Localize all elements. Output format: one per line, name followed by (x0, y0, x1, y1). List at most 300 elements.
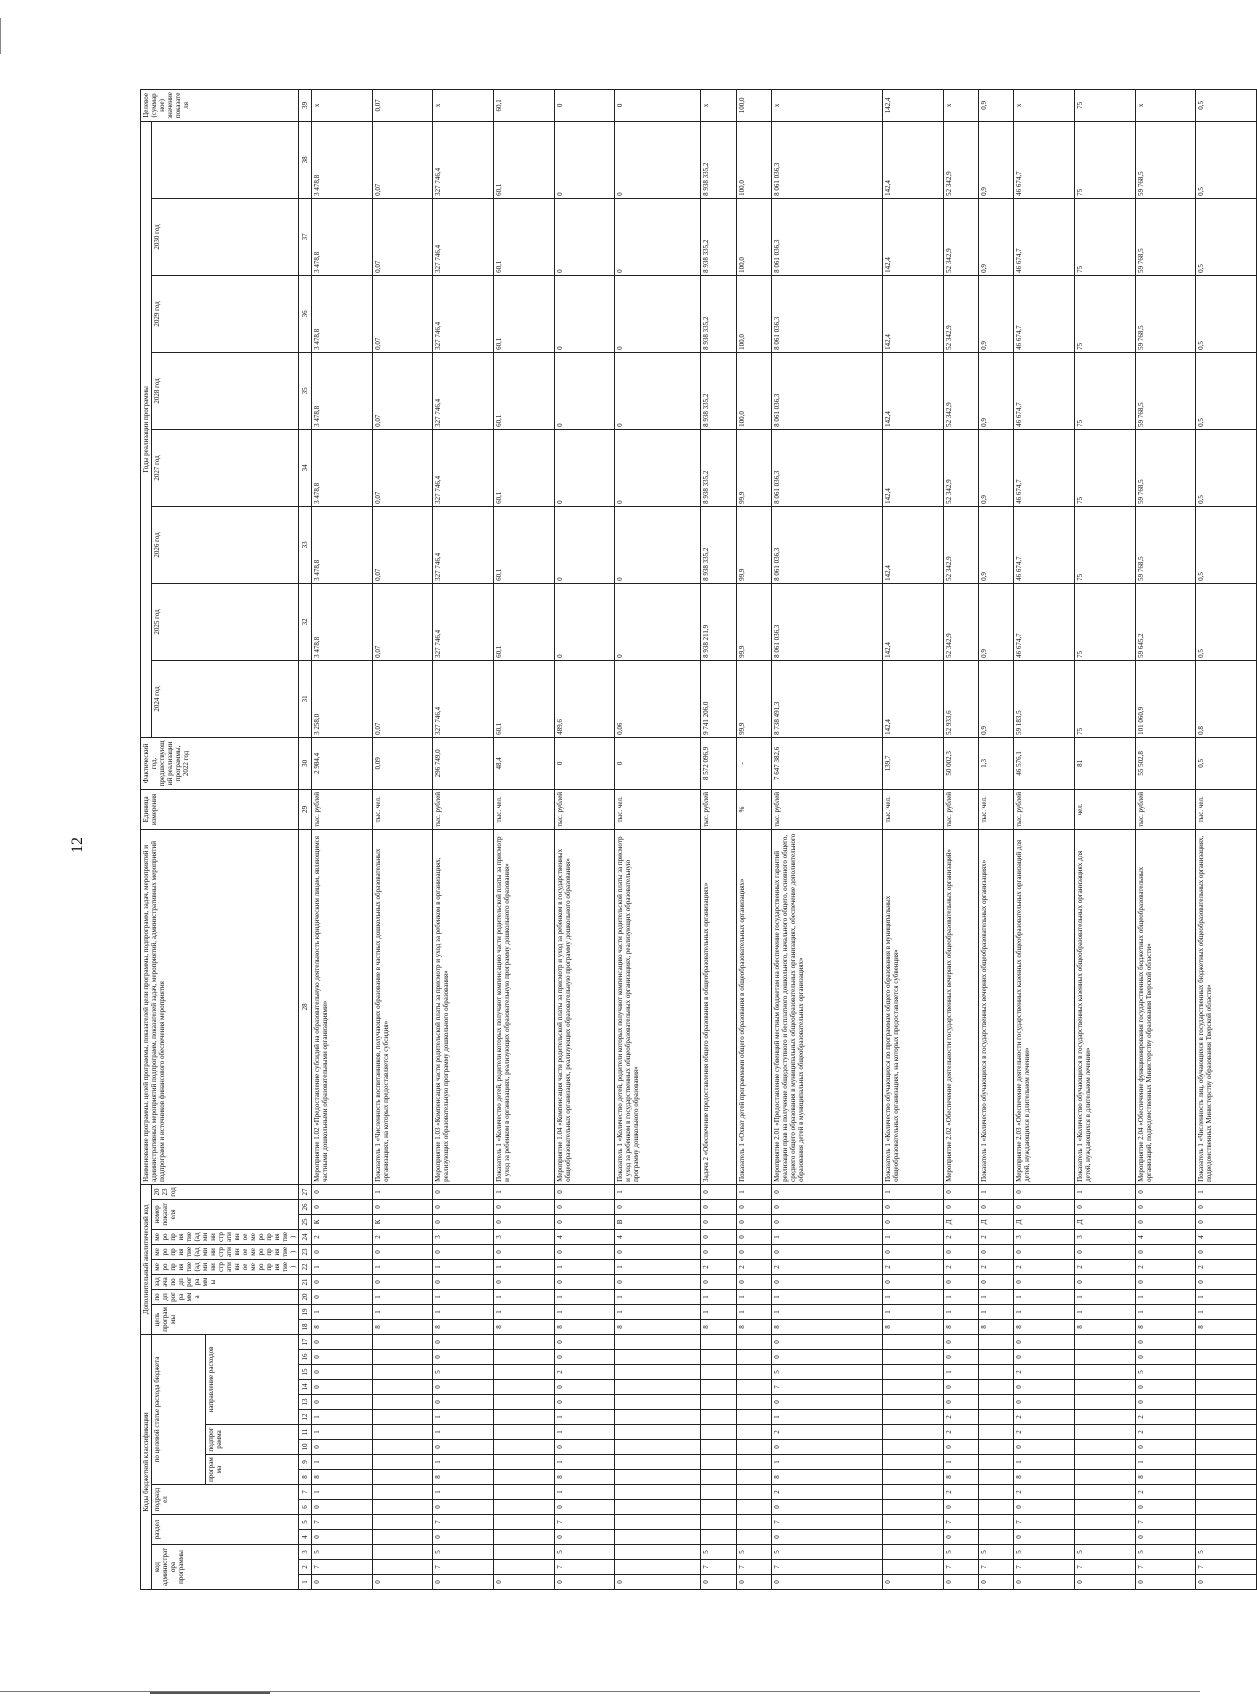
row-value-2026: 0,07 (372, 429, 433, 506)
column-number: 36 (299, 275, 312, 352)
row-target: х (1135, 89, 1196, 121)
row-unit: тыс. рублей (701, 789, 736, 829)
row-target: 0,07 (372, 89, 433, 121)
row-value-2025: 59 768,5 (1135, 506, 1196, 583)
row-unit: тыс. рублей (771, 789, 883, 829)
code-cell: 0 (1014, 1244, 1075, 1259)
row-value-2030: 100,0 (736, 121, 771, 198)
code-cell: 7 (1014, 1515, 1075, 1530)
code-cell: 0 (701, 1575, 736, 1590)
code-cell: 1 (554, 1304, 615, 1319)
code-cell: 5 (1014, 1545, 1075, 1560)
row-value-2028: 0 (554, 275, 615, 352)
row-name: Мероприятие 2.02 «Обеспечение деятельности государственных вечерних общеобразовательных организаций» (944, 829, 979, 1184)
code-cell: К (312, 1214, 373, 1229)
code-cell: Д (1074, 1214, 1135, 1229)
code-cell: 0 (554, 1530, 615, 1545)
row-value-2029: 0,9 (979, 198, 1014, 275)
code-cell: 1 (554, 1410, 615, 1425)
code-cell: 0 (944, 1440, 979, 1455)
code-cell: 2 (883, 1259, 944, 1274)
column-number: 12 (299, 1410, 312, 1425)
row-value-2028: 0 (615, 275, 701, 352)
code-cell (736, 1334, 771, 1349)
code-cell: 0 (944, 1184, 979, 1199)
row-target: 0,9 (979, 89, 1014, 121)
row-value-2028: 0,9 (979, 275, 1014, 352)
row-value-2026: 8 938 335,2 (701, 429, 736, 506)
row-value-2025: 327 746,4 (433, 506, 494, 583)
code-cell: 2 (1196, 1259, 1257, 1274)
code-cell: 0 (554, 1334, 615, 1349)
code-cell: 0 (944, 1380, 979, 1395)
column-number: 39 (299, 89, 312, 121)
code-cell (1196, 1334, 1257, 1349)
code-cell: 0 (372, 1575, 433, 1590)
code-cell: 1 (372, 1304, 433, 1319)
code-cell: 7 (312, 1560, 373, 1575)
code-cell: 3 (1074, 1229, 1135, 1244)
code-cell: 1 (1135, 1289, 1196, 1304)
code-cell: 7 (701, 1560, 736, 1575)
code-cell: 1 (433, 1425, 494, 1440)
row-value-2025: 75 (1074, 506, 1135, 583)
row-value-2030: 60,1 (493, 121, 554, 198)
column-number: 8 (299, 1470, 312, 1485)
code-cell (736, 1530, 771, 1545)
code-cell: 7 (771, 1515, 883, 1530)
code-cell (493, 1500, 554, 1515)
column-number: 2 (299, 1560, 312, 1575)
row-unit: тыс. чел. (372, 789, 433, 829)
code-cell (1196, 1530, 1257, 1545)
code-cell: 5 (1074, 1545, 1135, 1560)
code-cell: 1 (372, 1259, 433, 1274)
code-cell: 0 (312, 1365, 373, 1380)
code-cell: 7 (944, 1560, 979, 1575)
row-value-2026: 46 674,7 (1014, 429, 1075, 506)
code-cell (372, 1515, 433, 1530)
code-cell: 1 (493, 1259, 554, 1274)
code-cell (979, 1530, 1014, 1545)
code-cell: 2 (1074, 1259, 1135, 1274)
row-value-2027: 8 061 036,3 (771, 352, 883, 429)
code-cell: 3 (433, 1229, 494, 1244)
code-cell (1074, 1365, 1135, 1380)
row-target: 0 (615, 89, 701, 121)
row-value-2025: 60,1 (493, 506, 554, 583)
code-cell: 2 (944, 1229, 979, 1244)
code-cell (883, 1334, 944, 1349)
code-cell (883, 1500, 944, 1515)
code-cell: 8 (944, 1319, 979, 1334)
code-cell: 2 (1014, 1410, 1075, 1425)
code-cell: 1 (615, 1184, 701, 1199)
column-number: 37 (299, 198, 312, 275)
column-number: 6 (299, 1500, 312, 1515)
row-fact: 139,7 (883, 737, 944, 789)
code-cell: 1 (433, 1289, 494, 1304)
code-cell: 0 (372, 1244, 433, 1259)
code-cell (1074, 1395, 1135, 1410)
code-cell: 0 (979, 1575, 1014, 1590)
code-cell: 0 (771, 1500, 883, 1515)
row-value-2027: 46 674,7 (1014, 352, 1075, 429)
code-cell: 1 (883, 1304, 944, 1319)
row-value-2025: 8 938 335,2 (701, 506, 736, 583)
header-napravlenie: направление расходов (205, 1334, 298, 1424)
code-cell (1196, 1425, 1257, 1440)
code-cell (493, 1440, 554, 1455)
code-cell (736, 1455, 771, 1470)
code-cell: 5 (701, 1545, 736, 1560)
code-cell: 0 (944, 1530, 979, 1545)
code-cell (736, 1350, 771, 1365)
code-cell: 0 (554, 1440, 615, 1455)
row-value-2024: 52 342,9 (944, 583, 979, 660)
row-unit: тыс. чел. (615, 789, 701, 829)
code-cell: 0 (554, 1380, 615, 1395)
row-name: Показатель 1 «Охват детей программами общего образования в общеобразовательных организациях» (736, 829, 771, 1184)
code-cell: 7 (1135, 1515, 1196, 1530)
table-row (979, 89, 1014, 1589)
code-cell: 1 (771, 1410, 883, 1425)
row-fact: 0 (554, 737, 615, 789)
header-year-2025: 2025 год (152, 583, 299, 660)
code-cell: 1 (944, 1289, 979, 1304)
row-value-2030: 8 938 335,2 (701, 121, 736, 198)
row-value-2024: 8 938 211,9 (701, 583, 736, 660)
code-cell: 2 (1135, 1425, 1196, 1440)
code-cell (736, 1485, 771, 1500)
code-cell: 0 (771, 1274, 883, 1289)
code-cell (493, 1530, 554, 1545)
code-cell: 0 (493, 1575, 554, 1590)
code-cell (883, 1395, 944, 1410)
code-cell (736, 1380, 771, 1395)
row-value-2023: 59 183,5 (1014, 660, 1075, 737)
row-unit: тыс. рублей (554, 789, 615, 829)
code-cell: 8 (372, 1319, 433, 1334)
code-cell: 2 (979, 1259, 1014, 1274)
code-cell: 0 (312, 1289, 373, 1304)
code-cell: 0 (312, 1395, 373, 1410)
column-number: 11 (299, 1425, 312, 1440)
row-value-2026: 0 (554, 429, 615, 506)
code-cell: 0 (615, 1274, 701, 1289)
code-cell: 0 (736, 1214, 771, 1229)
row-value-2025: 0,5 (1196, 506, 1257, 583)
code-cell (701, 1485, 736, 1500)
code-cell: 0 (979, 1274, 1014, 1289)
row-value-2024: 0 (554, 583, 615, 660)
code-cell (615, 1410, 701, 1425)
code-cell (883, 1560, 944, 1575)
row-target: х (433, 89, 494, 121)
code-cell: 0 (312, 1274, 373, 1289)
code-cell: 5 (312, 1545, 373, 1560)
row-target: 142,4 (883, 89, 944, 121)
code-cell: 0 (493, 1214, 554, 1229)
header-year-2028: 2028 год (152, 352, 299, 429)
header-podprogramma: подпрограмма (205, 1425, 298, 1455)
row-value-2023: 52 933,6 (944, 660, 979, 737)
code-cell: 2 (701, 1259, 736, 1274)
code-cell: 0 (312, 1350, 373, 1365)
code-cell: 0 (493, 1274, 554, 1289)
code-cell (372, 1470, 433, 1485)
code-cell (883, 1515, 944, 1530)
code-cell: 8 (1014, 1319, 1075, 1334)
code-cell: 0 (433, 1274, 494, 1289)
code-cell: 7 (433, 1515, 494, 1530)
code-cell: 1 (1014, 1289, 1075, 1304)
row-name: Показатель 1 «Количество детей, родители которых получают компенсацию части родительской платы за присмотр и уход за ребенком в государственных общеобразовательных организациях, реализующих образовательную программу дошкольного образования» (615, 829, 701, 1184)
column-number: 28 (299, 829, 312, 1184)
code-cell (615, 1485, 701, 1500)
code-cell: 0 (701, 1184, 736, 1199)
row-value-2023: 99,9 (736, 660, 771, 737)
row-value-2026: 99,9 (736, 429, 771, 506)
code-cell (736, 1440, 771, 1455)
table-row (493, 89, 554, 1589)
page-number: 12 (69, 837, 86, 853)
code-cell: 0 (771, 1184, 883, 1199)
row-value-2023: 101 060,9 (1135, 660, 1196, 737)
code-cell: Д (979, 1214, 1014, 1229)
code-cell: 0 (312, 1380, 373, 1395)
row-value-2030: 0 (615, 121, 701, 198)
code-cell: 8 (1135, 1319, 1196, 1334)
code-cell: 0 (433, 1440, 494, 1455)
row-value-2030: 3 478,8 (312, 121, 373, 198)
code-cell: 0 (771, 1244, 883, 1259)
code-cell (701, 1365, 736, 1380)
code-cell (701, 1410, 736, 1425)
code-cell: 0 (701, 1229, 736, 1244)
code-cell: 1 (433, 1410, 494, 1425)
header-unit: Единица измерения (141, 789, 299, 829)
column-number: 13 (299, 1395, 312, 1410)
code-cell (883, 1470, 944, 1485)
code-cell: 0 (615, 1575, 701, 1590)
code-cell: 0 (1135, 1440, 1196, 1455)
code-cell: 2 (1135, 1259, 1196, 1274)
header-admin: код администратора программы (152, 1545, 299, 1590)
code-cell (493, 1334, 554, 1349)
row-value-2028: 46 674,7 (1014, 275, 1075, 352)
code-cell (736, 1365, 771, 1380)
row-target: х (312, 89, 373, 121)
code-cell: 2 (979, 1229, 1014, 1244)
code-cell: 5 (433, 1365, 494, 1380)
code-cell: 8 (701, 1319, 736, 1334)
code-cell: 2 (771, 1259, 883, 1274)
code-cell (372, 1334, 433, 1349)
code-cell: 0 (312, 1575, 373, 1590)
header-years-group: Годы реализации программы (141, 121, 152, 737)
row-value-2023: 3 258,0 (312, 660, 373, 737)
row-value-2027: 0 (554, 352, 615, 429)
header-razdel: раздел (152, 1515, 299, 1545)
row-value-2029: 59 768,5 (1135, 198, 1196, 275)
code-cell: 1 (493, 1304, 554, 1319)
row-unit: тыс. чел. (979, 789, 1014, 829)
code-cell: 2 (1135, 1485, 1196, 1500)
code-cell: 0 (701, 1244, 736, 1259)
table-row (615, 89, 701, 1589)
row-fact: 0,09 (372, 737, 433, 789)
code-cell: 7 (312, 1515, 373, 1530)
code-cell: 2 (944, 1410, 979, 1425)
header-meropr-num: мероприятие (административное мероприятие) (152, 1229, 299, 1244)
code-cell (979, 1500, 1014, 1515)
row-value-2024: 142,4 (883, 583, 944, 660)
code-cell (701, 1380, 736, 1395)
row-value-2027: 59 768,5 (1135, 352, 1196, 429)
row-value-2025: 46 674,7 (1014, 506, 1075, 583)
row-value-2029: 100,0 (736, 198, 771, 275)
code-cell: 0 (736, 1575, 771, 1590)
code-cell: 2 (944, 1259, 979, 1274)
header-nomer: номер показателя (152, 1199, 299, 1229)
code-cell (1196, 1470, 1257, 1485)
code-cell: 1 (736, 1304, 771, 1319)
row-fact: 48,4 (493, 737, 554, 789)
row-value-2027: 75 (1074, 352, 1135, 429)
row-name: Показатель 1 «Количество детей, родители которых получают компенсацию части родительской платы за присмотр и уход за ребенком в организациях, реализующих образовательную программу дошкольного образования» (493, 829, 554, 1184)
code-cell (493, 1365, 554, 1380)
column-number: 31 (299, 660, 312, 737)
code-cell: 0 (736, 1199, 771, 1214)
code-cell: 1 (1014, 1455, 1075, 1470)
row-value-2024: 0,5 (1196, 583, 1257, 660)
code-cell (701, 1334, 736, 1349)
code-cell: 0 (1135, 1380, 1196, 1395)
code-cell (883, 1455, 944, 1470)
column-number: 17 (299, 1334, 312, 1349)
table-row (944, 89, 979, 1589)
column-number: 20 (299, 1289, 312, 1304)
code-cell (493, 1425, 554, 1440)
code-cell: 4 (554, 1229, 615, 1244)
code-cell: 1 (615, 1289, 701, 1304)
column-number: 10 (299, 1440, 312, 1455)
code-cell: 0 (433, 1380, 494, 1395)
code-cell: 8 (771, 1319, 883, 1334)
code-cell (883, 1485, 944, 1500)
code-cell: 7 (736, 1560, 771, 1575)
code-cell: 8 (736, 1319, 771, 1334)
row-value-2027: 8 938 335,2 (701, 352, 736, 429)
code-cell: 8 (615, 1319, 701, 1334)
code-cell: 5 (1135, 1365, 1196, 1380)
code-cell: 7 (1135, 1560, 1196, 1575)
code-cell: 5 (1135, 1545, 1196, 1560)
code-cell: 4 (1135, 1229, 1196, 1244)
code-cell (736, 1470, 771, 1485)
code-cell (701, 1395, 736, 1410)
row-value-2025: 52 342,9 (944, 506, 979, 583)
code-cell: 0 (433, 1199, 494, 1214)
row-value-2024: 327 746,4 (433, 583, 494, 660)
code-cell: 8 (554, 1319, 615, 1334)
code-cell: 0 (736, 1274, 771, 1289)
row-value-2026: 142,4 (883, 429, 944, 506)
code-cell: 0 (944, 1199, 979, 1214)
rotated-table-wrapper (140, 90, 1214, 1590)
code-cell: 1 (771, 1455, 883, 1470)
code-cell: 1 (771, 1304, 883, 1319)
code-cell: 1 (736, 1289, 771, 1304)
code-cell (1074, 1440, 1135, 1455)
code-cell: 0 (1196, 1244, 1257, 1259)
code-cell (615, 1530, 701, 1545)
code-cell: 2 (736, 1259, 771, 1274)
code-cell: 0 (979, 1244, 1014, 1259)
row-value-2023: 0,9 (979, 660, 1014, 737)
code-cell: 0 (1014, 1199, 1075, 1214)
code-cell: 7 (771, 1380, 883, 1395)
code-cell: 7 (1196, 1560, 1257, 1575)
row-value-2028: 3 478,8 (312, 275, 373, 352)
code-cell (372, 1365, 433, 1380)
code-cell (615, 1455, 701, 1470)
row-value-2028: 52 342,9 (944, 275, 979, 352)
code-cell: 0 (433, 1500, 494, 1515)
code-cell: 1 (554, 1425, 615, 1440)
code-cell (1074, 1455, 1135, 1470)
code-cell: 1 (312, 1304, 373, 1319)
row-fact: 7 647 382,6 (771, 737, 883, 789)
code-cell (736, 1425, 771, 1440)
code-cell: 1 (433, 1455, 494, 1470)
row-value-2025: 0 (554, 506, 615, 583)
row-value-2027: 3 478,8 (312, 352, 373, 429)
header-row-1 (141, 89, 152, 1589)
header-year-2030: 2030 год (152, 198, 299, 275)
row-target: х (701, 89, 736, 121)
code-cell (372, 1500, 433, 1515)
code-cell: 8 (1196, 1319, 1257, 1334)
code-cell: 2 (1014, 1485, 1075, 1500)
code-cell: 0 (372, 1274, 433, 1289)
code-cell (979, 1334, 1014, 1349)
code-cell: 0 (372, 1199, 433, 1214)
table-row (433, 89, 494, 1589)
code-cell: 0 (771, 1214, 883, 1229)
code-cell: 0 (615, 1199, 701, 1214)
code-cell (979, 1485, 1014, 1500)
code-cell (979, 1470, 1014, 1485)
column-number: 1 (299, 1575, 312, 1590)
code-cell: 1 (1196, 1289, 1257, 1304)
code-cell (979, 1350, 1014, 1365)
row-value-2029: 0 (554, 198, 615, 275)
row-unit: тыс. чел. (493, 789, 554, 829)
column-number: 30 (299, 737, 312, 789)
code-cell (1074, 1425, 1135, 1440)
column-number: 19 (299, 1304, 312, 1319)
code-cell: 0 (554, 1274, 615, 1289)
row-unit: тыс. рублей (1014, 789, 1075, 829)
code-cell: 4 (615, 1229, 701, 1244)
row-value-2030: 8 061 036,3 (771, 121, 883, 198)
code-cell (883, 1380, 944, 1395)
code-cell: 0 (493, 1244, 554, 1259)
code-cell (979, 1365, 1014, 1380)
code-cell (372, 1380, 433, 1395)
